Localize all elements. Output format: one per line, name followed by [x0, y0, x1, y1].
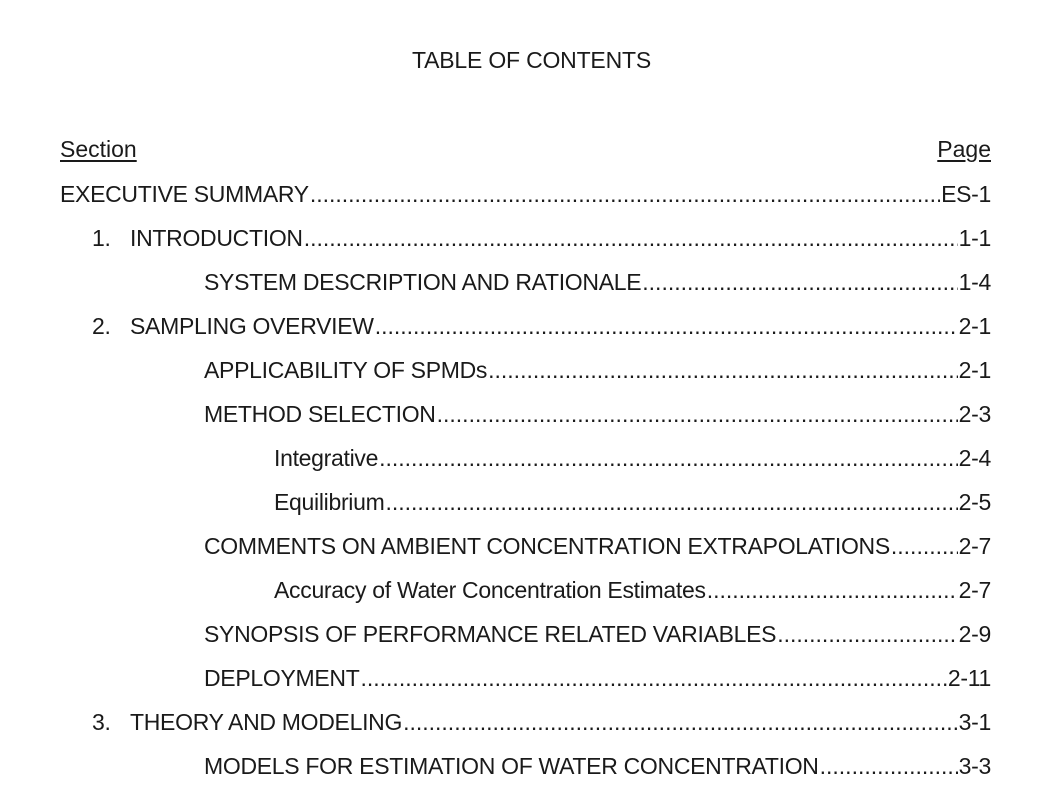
toc-entry-deployment[interactable]: [0, 664, 991, 708]
dot-leader: [360, 664, 946, 692]
dot-leader: [777, 620, 957, 648]
toc-entry-label: THEORY AND MODELING: [130, 709, 403, 735]
toc-entry-synopsis[interactable]: [0, 620, 991, 664]
toc-entry-models-estimation[interactable]: [0, 752, 991, 796]
toc-entry-page: 3-3: [958, 753, 991, 779]
dot-leader: [385, 488, 957, 516]
toc-entry-page: 2-11: [947, 665, 991, 691]
toc-entry-label: Equilibrium: [274, 489, 385, 515]
toc-entry-label: EXECUTIVE SUMMARY: [60, 181, 309, 207]
toc-entry-label: Accuracy of Water Concentration Estimates: [274, 577, 706, 603]
dot-leader: [403, 708, 958, 736]
toc-entry-page: 2-7: [958, 577, 991, 603]
dot-leader: [379, 444, 958, 472]
toc-entry-page: 2-5: [958, 489, 991, 515]
toc-entry-accuracy[interactable]: [0, 576, 991, 620]
toc-entry-sampling-overview[interactable]: [0, 312, 991, 356]
toc-entry-page: 2-7: [958, 533, 991, 559]
dot-leader: [642, 268, 957, 296]
toc-entry-label: SAMPLING OVERVIEW: [130, 313, 374, 339]
toc-entry-label: DEPLOYMENT: [204, 665, 360, 691]
page-title: TABLE OF CONTENTS: [412, 47, 651, 73]
toc-entry-page: 1-1: [958, 225, 991, 251]
toc-entry-number: 1.: [92, 225, 111, 251]
toc-entry-number: 2.: [92, 313, 111, 339]
toc-entry-page: ES-1: [941, 181, 991, 207]
page-column-header: Page: [937, 136, 991, 162]
dot-leader: [488, 356, 958, 384]
toc-entry-number: 3.: [92, 709, 111, 735]
toc-entry-page: 2-1: [958, 357, 991, 383]
toc-entry-label: SYNOPSIS OF PERFORMANCE RELATED VARIABLES: [204, 621, 777, 647]
dot-leader: [310, 180, 940, 208]
section-column-header: Section: [60, 136, 137, 162]
toc-entry-label: COMMENTS ON AMBIENT CONCENTRATION EXTRAPOLATIONS: [204, 533, 890, 559]
dot-leader: [820, 752, 958, 780]
toc-entry-label: MODELS FOR ESTIMATION OF WATER CONCENTRATION: [204, 753, 819, 779]
toc-entry-label: APPLICABILITY OF SPMDs: [204, 357, 488, 383]
toc-entry-method-selection[interactable]: [0, 400, 991, 444]
toc-entry-page: 3-1: [958, 709, 991, 735]
toc-entry-label: INTRODUCTION: [130, 225, 303, 251]
toc-entry-system-description[interactable]: [0, 268, 991, 312]
toc-entry-page: 2-1: [958, 313, 991, 339]
toc-entry-label: SYSTEM DESCRIPTION AND RATIONALE: [204, 269, 642, 295]
dot-leader: [707, 576, 958, 604]
toc-entry-label: METHOD SELECTION: [204, 401, 436, 427]
toc-list: [0, 180, 991, 796]
toc-entry-page: 2-4: [958, 445, 991, 471]
dot-leader: [375, 312, 958, 340]
toc-entry-introduction[interactable]: [0, 224, 991, 268]
toc-entry-page: 2-9: [958, 621, 991, 647]
toc-entry-equilibrium[interactable]: [0, 488, 991, 532]
toc-entry-page: 2-3: [958, 401, 991, 427]
toc-entry-label: Integrative: [274, 445, 379, 471]
dot-leader: [437, 400, 958, 428]
dot-leader: [304, 224, 958, 252]
toc-entry-page: 1-4: [958, 269, 991, 295]
toc-entry-applicability[interactable]: [0, 356, 991, 400]
dot-leader: [891, 532, 958, 560]
toc-entry-ambient-concentration[interactable]: [0, 532, 991, 576]
toc-entry-executive-summary[interactable]: [0, 180, 991, 224]
toc-entry-theory-modeling[interactable]: [0, 708, 991, 752]
toc-entry-integrative[interactable]: [0, 444, 991, 488]
